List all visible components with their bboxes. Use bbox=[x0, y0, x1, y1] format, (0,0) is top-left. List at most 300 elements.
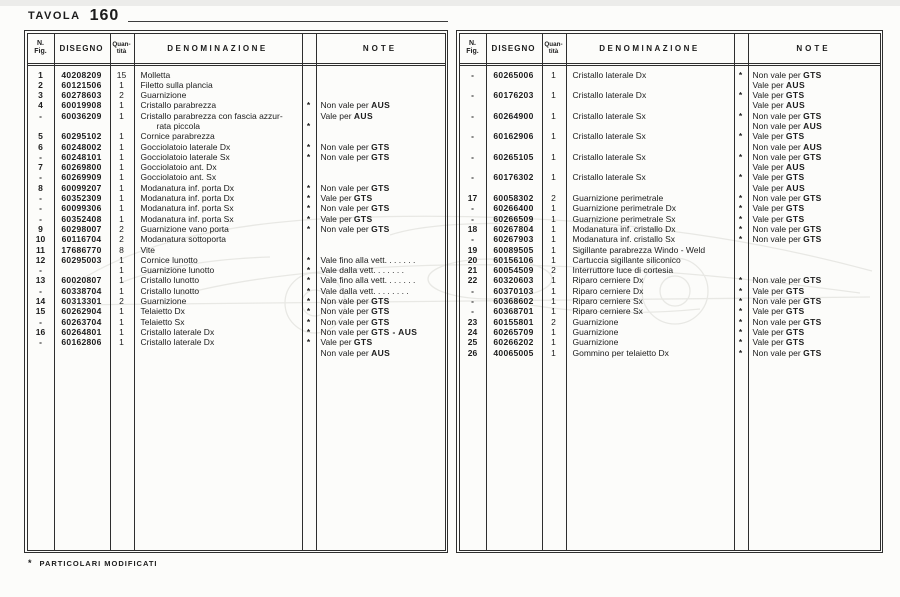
fig-cell: 21 bbox=[467, 265, 478, 276]
qty-cell: 1 bbox=[119, 79, 124, 90]
fig-cell: 26 bbox=[467, 347, 478, 358]
denominazione-cell bbox=[566, 214, 734, 224]
qty-cell: 1 bbox=[551, 203, 556, 214]
note-line bbox=[321, 203, 445, 213]
disegno-cell: 60269909 bbox=[61, 172, 102, 183]
note-line bbox=[753, 203, 880, 213]
qty-cell: 1 bbox=[119, 326, 124, 337]
note-cell bbox=[316, 327, 445, 337]
note-line bbox=[753, 80, 880, 90]
note-bold-text: AUS bbox=[785, 182, 806, 193]
note-text: Non vale per bbox=[320, 296, 372, 307]
denominazione-cell bbox=[566, 296, 734, 306]
disegno-cell: 60298007 bbox=[61, 223, 102, 234]
denominazione-line: Cristallo laterale Sx bbox=[572, 110, 646, 121]
note-bold-text: GTS bbox=[785, 306, 805, 317]
denominazione-cell bbox=[134, 317, 302, 327]
note-line bbox=[321, 327, 445, 337]
note-star-cell bbox=[734, 111, 748, 132]
note-star-cell bbox=[302, 203, 316, 213]
asterisk-marker: * bbox=[738, 306, 743, 317]
note-line bbox=[321, 265, 445, 275]
disegno-cell: 60267903 bbox=[493, 234, 534, 245]
note-star-cell bbox=[302, 296, 316, 306]
note-bold-text: GTS bbox=[371, 296, 390, 307]
fig-cell: - bbox=[471, 234, 474, 245]
fig-cell: 25 bbox=[467, 337, 478, 348]
fig-cell: - bbox=[471, 296, 474, 307]
table-row bbox=[28, 296, 445, 306]
note-line bbox=[753, 70, 880, 80]
note-cell bbox=[748, 224, 880, 234]
denominazione-line: Guarnizione perimetrale Sx bbox=[572, 213, 676, 224]
fig-cell: 12 bbox=[35, 254, 46, 265]
denominazione-cell bbox=[566, 203, 734, 213]
fig-cell: - bbox=[39, 151, 42, 162]
note-bold-text: GTS bbox=[371, 306, 390, 317]
header-qty: Quan- tità bbox=[112, 41, 131, 55]
qty-cell: 1 bbox=[551, 244, 556, 255]
disegno-cell: 60269800 bbox=[61, 162, 102, 173]
note-line bbox=[753, 142, 880, 152]
denominazione-line: Gocciolatoio ant. Dx bbox=[140, 162, 217, 173]
asterisk-marker: * bbox=[738, 316, 743, 327]
note-line bbox=[753, 214, 880, 224]
note-bold-text: GTS - AUS bbox=[371, 326, 418, 337]
disegno-cell: 60058302 bbox=[493, 193, 534, 204]
qty-cell: 1 bbox=[119, 203, 124, 214]
table-row bbox=[460, 131, 880, 152]
fig-cell: 3 bbox=[38, 90, 43, 101]
table-row bbox=[460, 214, 880, 224]
note-bold-text: GTS bbox=[371, 203, 390, 214]
denominazione-line: Cristallo parabrezza con fascia azzur- bbox=[140, 110, 283, 121]
qty-cell: 1 bbox=[119, 213, 124, 224]
note-star-cell bbox=[302, 193, 316, 203]
asterisk-marker: * bbox=[738, 337, 743, 348]
note-text: Non vale per bbox=[752, 234, 804, 245]
note-line bbox=[321, 275, 445, 285]
note-line bbox=[753, 111, 880, 121]
note-cell bbox=[748, 193, 880, 203]
denominazione-line: Modanatura inf. cristallo Dx bbox=[572, 223, 676, 234]
fig-cell: - bbox=[471, 69, 474, 80]
table-row bbox=[460, 296, 880, 306]
note-bold-text: AUS bbox=[371, 100, 391, 111]
asterisk-marker: * bbox=[306, 120, 311, 131]
table-row bbox=[460, 348, 880, 358]
denominazione-line: Riparo cerniere Dx bbox=[572, 285, 644, 296]
table-row bbox=[460, 193, 880, 203]
note-text: Vale per bbox=[752, 203, 786, 214]
note-line bbox=[753, 162, 880, 172]
note-star-cell bbox=[734, 152, 748, 173]
note-text: Non vale per bbox=[752, 151, 804, 162]
note-text: Non vale per bbox=[320, 151, 372, 162]
note-line bbox=[321, 306, 445, 316]
disegno-cell: 60162806 bbox=[61, 337, 102, 348]
denominazione-cell bbox=[566, 286, 734, 296]
note-cell bbox=[748, 214, 880, 224]
denominazione-cell bbox=[134, 183, 302, 193]
note-star-cell bbox=[734, 214, 748, 224]
note-star-cell bbox=[734, 348, 748, 358]
note-line bbox=[753, 337, 880, 347]
note-line bbox=[321, 286, 445, 296]
note-bold-text: GTS bbox=[785, 285, 805, 296]
fig-cell: 9 bbox=[38, 223, 43, 234]
fig-cell: - bbox=[471, 131, 474, 142]
asterisk-marker: * bbox=[738, 326, 743, 337]
disegno-cell: 60264900 bbox=[493, 110, 534, 121]
denominazione-cell bbox=[134, 131, 302, 141]
note-bold-text: GTS bbox=[353, 193, 373, 204]
asterisk-marker: * bbox=[738, 285, 743, 296]
asterisk-marker: * bbox=[306, 337, 311, 348]
denominazione-line: Cornice lunotto bbox=[140, 254, 198, 265]
asterisk-marker bbox=[734, 121, 748, 131]
header-note: NOTE bbox=[796, 43, 831, 53]
note-cell bbox=[316, 100, 445, 110]
disegno-cell: 60089505 bbox=[493, 244, 534, 255]
qty-cell: 2 bbox=[119, 223, 124, 234]
note-cell bbox=[316, 224, 445, 234]
denominazione-line: Modanatura inf. cristallo Sx bbox=[572, 234, 676, 245]
disegno-cell: 60054509 bbox=[493, 265, 534, 276]
note-star-cell bbox=[302, 142, 316, 152]
note-line bbox=[321, 193, 445, 203]
fig-cell: 11 bbox=[36, 244, 45, 255]
denominazione-cell bbox=[134, 265, 302, 275]
note-bold-text: AUS bbox=[803, 141, 823, 152]
asterisk-marker: * bbox=[738, 213, 743, 224]
header-denominazione: DENOMINAZIONE bbox=[167, 43, 268, 53]
note-bold-text: GTS bbox=[785, 213, 805, 224]
asterisk-marker: * bbox=[738, 193, 743, 204]
asterisk-marker: * bbox=[306, 316, 311, 327]
note-cell bbox=[748, 131, 880, 152]
note-cell bbox=[316, 214, 445, 224]
note-star-cell bbox=[734, 306, 748, 316]
note-bold-text: GTS bbox=[785, 131, 805, 142]
note-text: Non vale per bbox=[752, 296, 804, 307]
qty-cell: 2 bbox=[551, 316, 556, 327]
disegno-cell: 60156106 bbox=[493, 254, 534, 265]
fig-cell: - bbox=[39, 285, 42, 296]
fig-cell: 8 bbox=[38, 182, 43, 193]
table-row bbox=[460, 234, 880, 244]
footer-label: PARTICOLARI MODIFICATI bbox=[39, 558, 158, 568]
note-line bbox=[753, 224, 880, 234]
table-row bbox=[28, 306, 445, 316]
denominazione-cell bbox=[134, 90, 302, 100]
disegno-cell: 60320603 bbox=[493, 275, 534, 286]
note-star-cell bbox=[734, 131, 748, 152]
note-cell bbox=[316, 111, 445, 121]
fig-cell: 19 bbox=[467, 244, 478, 255]
page-title bbox=[28, 7, 448, 24]
note-line bbox=[321, 296, 445, 306]
note-line bbox=[321, 152, 445, 162]
note-line bbox=[753, 121, 880, 131]
qty-cell: 1 bbox=[119, 172, 124, 183]
denominazione-cell bbox=[134, 286, 302, 296]
note-line bbox=[753, 193, 880, 203]
disegno-cell: 60265006 bbox=[493, 69, 534, 80]
qty-cell: 1 bbox=[119, 337, 124, 348]
denominazione-line: Cartuccia sigillante siliconico bbox=[572, 254, 681, 265]
denominazione-cell bbox=[566, 348, 734, 358]
disegno-cell: 40065005 bbox=[493, 347, 534, 358]
asterisk-marker bbox=[734, 162, 748, 172]
qty-cell: 1 bbox=[551, 172, 556, 183]
note-text: Non vale per bbox=[320, 203, 372, 214]
note-line bbox=[321, 348, 445, 358]
asterisk-marker: * bbox=[306, 141, 311, 152]
denominazione-line: Cristallo lunotto bbox=[140, 285, 200, 296]
note-bold-text: AUS bbox=[353, 110, 374, 121]
header-denominazione: DENOMINAZIONE bbox=[599, 43, 700, 53]
denominazione-cell bbox=[566, 172, 734, 182]
table-row bbox=[28, 142, 445, 152]
asterisk-marker: * bbox=[306, 193, 311, 204]
qty-cell: 1 bbox=[119, 100, 124, 111]
note-text: Vale per bbox=[752, 285, 786, 296]
qty-cell: 1 bbox=[119, 110, 124, 121]
header-fig: N. Fig. bbox=[34, 40, 47, 55]
asterisk-marker bbox=[734, 100, 748, 110]
denominazione-cell bbox=[134, 193, 302, 203]
note-cell bbox=[748, 275, 880, 285]
denominazione-cell bbox=[134, 245, 302, 255]
fig-cell: - bbox=[471, 203, 474, 214]
table-row bbox=[460, 90, 880, 111]
table-row bbox=[28, 327, 445, 337]
fig-cell: - bbox=[39, 172, 42, 183]
note-bold-text: AUS bbox=[371, 347, 391, 358]
denominazione-cell bbox=[566, 306, 734, 316]
note-star-cell bbox=[302, 152, 316, 162]
table-row bbox=[460, 275, 880, 285]
note-text: Vale per bbox=[752, 100, 786, 111]
fig-cell: 17 bbox=[467, 193, 478, 204]
note-cell bbox=[316, 275, 445, 285]
qty-cell: 2 bbox=[551, 265, 556, 276]
denominazione-cell bbox=[566, 234, 734, 244]
table-row bbox=[460, 337, 880, 347]
note-cell bbox=[316, 203, 445, 213]
table-row bbox=[460, 111, 880, 132]
disegno-cell: 60248101 bbox=[61, 151, 102, 162]
note-line bbox=[753, 183, 880, 193]
qty-cell: 2 bbox=[119, 234, 124, 245]
table-row bbox=[28, 152, 445, 162]
disegno-cell: 60121506 bbox=[61, 79, 102, 90]
note-line bbox=[753, 131, 880, 141]
table-row bbox=[460, 245, 880, 255]
qty-cell: 1 bbox=[551, 110, 556, 121]
table-row bbox=[28, 265, 445, 275]
denominazione-line: Cristallo laterale Dx bbox=[140, 326, 215, 337]
note-bold-text: GTS bbox=[803, 151, 822, 162]
asterisk-marker bbox=[734, 183, 748, 193]
table-row bbox=[460, 327, 880, 337]
qty-cell: 1 bbox=[119, 265, 124, 276]
denominazione-cell bbox=[134, 142, 302, 152]
qty-cell: 1 bbox=[551, 285, 556, 296]
table-row bbox=[28, 100, 445, 110]
asterisk-marker: * bbox=[738, 131, 743, 142]
note-cell bbox=[748, 337, 880, 347]
note-bold-text: GTS bbox=[353, 213, 373, 224]
note-line bbox=[753, 275, 880, 285]
note-star-cell bbox=[734, 286, 748, 296]
asterisk-marker bbox=[302, 348, 316, 358]
note-star-cell bbox=[302, 255, 316, 265]
note-text: Vale per bbox=[752, 326, 786, 337]
denominazione-cell bbox=[566, 111, 734, 121]
denominazione-cell bbox=[566, 152, 734, 162]
asterisk-marker: * bbox=[306, 275, 311, 286]
header-note: NOTE bbox=[362, 43, 398, 53]
table-row bbox=[28, 255, 445, 265]
asterisk-marker bbox=[734, 80, 748, 90]
note-line bbox=[321, 111, 445, 121]
note-bold-text: GTS bbox=[353, 337, 373, 348]
note-bold-text: GTS bbox=[803, 223, 822, 234]
note-text: Vale per bbox=[752, 162, 786, 173]
note-cell bbox=[316, 193, 445, 203]
disegno-cell: 60338704 bbox=[61, 285, 102, 296]
title-rule bbox=[128, 21, 448, 22]
note-text: Non vale per bbox=[320, 326, 372, 337]
note-line bbox=[321, 224, 445, 234]
fig-cell: 5 bbox=[38, 131, 43, 142]
qty-cell: 1 bbox=[119, 141, 124, 152]
asterisk-marker: * bbox=[306, 326, 311, 337]
denominazione-cell bbox=[566, 131, 734, 141]
note-bold-text: GTS bbox=[803, 347, 822, 358]
tavola-label: TAVOLA bbox=[28, 10, 81, 22]
table-row bbox=[28, 286, 445, 296]
note-line bbox=[321, 255, 445, 265]
note-star-cell bbox=[302, 337, 316, 358]
note-star-cell bbox=[302, 286, 316, 296]
denominazione-cell bbox=[134, 224, 302, 234]
note-cell bbox=[316, 255, 445, 265]
note-line bbox=[753, 306, 880, 316]
note-cell bbox=[748, 152, 880, 173]
scan-edge-strip bbox=[0, 0, 900, 6]
denominazione-line: Telaietto Dx bbox=[140, 306, 185, 317]
note-text: Vale dalla vett. . . . . . . . bbox=[320, 285, 409, 296]
note-star-cell bbox=[302, 111, 316, 132]
note-star-cell bbox=[734, 70, 748, 91]
qty-cell: 1 bbox=[551, 306, 556, 317]
note-text: Vale per bbox=[320, 337, 354, 348]
fig-cell: 6 bbox=[38, 141, 43, 152]
disegno-cell: 60162906 bbox=[493, 131, 534, 142]
asterisk-marker bbox=[734, 142, 748, 152]
denominazione-cell bbox=[134, 327, 302, 337]
denominazione-line: Filetto sulla plancia bbox=[140, 79, 213, 90]
note-cell bbox=[748, 70, 880, 91]
denominazione-cell bbox=[134, 111, 302, 132]
note-cell bbox=[316, 317, 445, 327]
note-text: Vale per bbox=[320, 193, 354, 204]
note-cell bbox=[748, 286, 880, 296]
asterisk-marker: * bbox=[306, 223, 311, 234]
note-line bbox=[753, 152, 880, 162]
parts-table-left bbox=[24, 30, 448, 553]
note-bold-text: GTS bbox=[785, 172, 805, 183]
note-bold-text: GTS bbox=[371, 182, 390, 193]
asterisk-marker: * bbox=[738, 223, 743, 234]
disegno-cell: 60036209 bbox=[61, 110, 102, 121]
qty-cell: 1 bbox=[119, 182, 124, 193]
note-line bbox=[753, 100, 880, 110]
denominazione-line: Riparo cerniere Sx bbox=[572, 296, 643, 307]
note-cell bbox=[748, 348, 880, 358]
qty-cell: 1 bbox=[119, 131, 124, 142]
fig-cell: - bbox=[39, 213, 42, 224]
disegno-cell: 60265105 bbox=[493, 151, 534, 162]
fig-cell: 10 bbox=[35, 234, 46, 245]
note-bold-text: GTS bbox=[803, 316, 822, 327]
denominazione-cell bbox=[134, 337, 302, 347]
asterisk-marker: * bbox=[306, 306, 311, 317]
table-row bbox=[28, 183, 445, 193]
table-row bbox=[460, 70, 880, 91]
note-star-cell bbox=[302, 265, 316, 275]
qty-cell: 1 bbox=[551, 213, 556, 224]
denominazione-line: Guarnizione bbox=[572, 337, 619, 348]
note-bold-text: GTS bbox=[803, 69, 822, 80]
note-cell bbox=[748, 317, 880, 327]
qty-cell: 1 bbox=[551, 275, 556, 286]
fig-cell: 23 bbox=[467, 316, 478, 327]
disegno-cell: 60099306 bbox=[61, 203, 102, 214]
table-row bbox=[28, 275, 445, 285]
disegno-cell: 17686770 bbox=[61, 244, 102, 255]
asterisk-marker: * bbox=[738, 296, 743, 307]
disegno-cell: 60099207 bbox=[61, 182, 102, 193]
asterisk-marker: * bbox=[738, 151, 743, 162]
asterisk-marker: * bbox=[738, 203, 743, 214]
note-text: Non vale per bbox=[752, 120, 804, 131]
denominazione-line: Guarnizione perimetrale bbox=[572, 193, 664, 204]
note-text: Vale per bbox=[320, 213, 354, 224]
denominazione-cell bbox=[566, 90, 734, 100]
note-text: Non vale per bbox=[320, 306, 372, 317]
fig-cell: - bbox=[39, 110, 42, 121]
note-text: Non vale per bbox=[320, 223, 372, 234]
denominazione-line: Guarnizione bbox=[572, 316, 619, 327]
note-cell bbox=[316, 142, 445, 152]
qty-cell: 2 bbox=[551, 193, 556, 204]
note-bold-text: AUS bbox=[785, 162, 806, 173]
note-cell bbox=[748, 296, 880, 306]
disegno-cell: 60116704 bbox=[61, 234, 102, 245]
qty-cell: 1 bbox=[551, 337, 556, 348]
note-bold-text: GTS bbox=[803, 234, 822, 245]
note-cell bbox=[748, 111, 880, 132]
disegno-cell: 60262904 bbox=[61, 306, 102, 317]
asterisk-marker: * bbox=[306, 265, 311, 276]
denominazione-cell bbox=[134, 214, 302, 224]
note-star-cell bbox=[734, 234, 748, 244]
denominazione-line: Modanatura inf. porta Dx bbox=[140, 182, 235, 193]
